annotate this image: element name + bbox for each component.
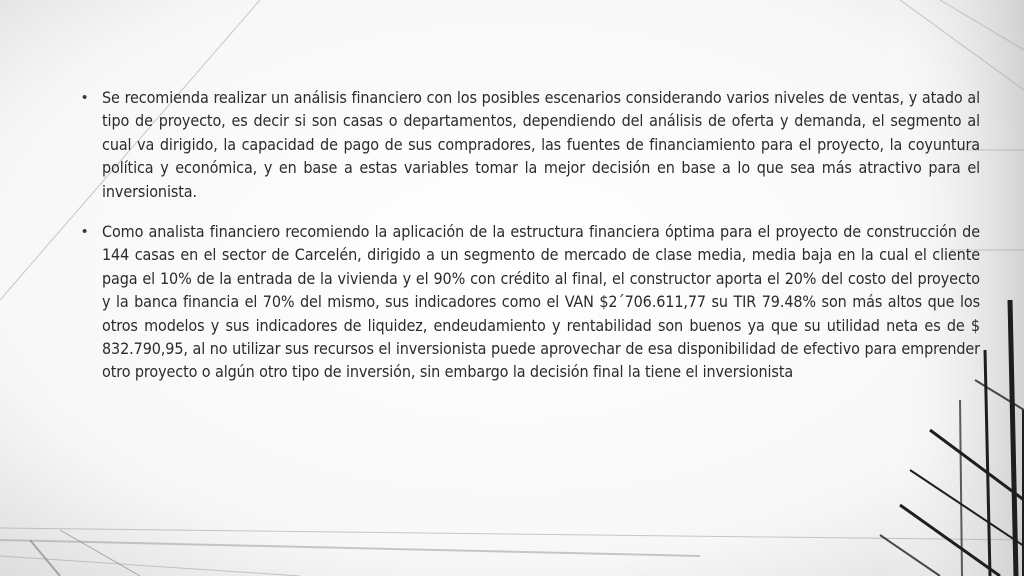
bullet-text: Como analista financiero recomiendo la aplicación de la estructura financiera óptima para el proyecto de construcción de 144 casas en el sector de Carcelén, dirigido a un segmento de mercado de clase media, media baja en la cual el cliente paga el 10% de la entrada de la vivienda y el 90% con crédito al final, el constructor aporta el 20% del costo del proyecto y la banca financia el 70% del mismo, sus indicadores como el VAN $2´706.611,77 su TIR 79.48% son más altos que los otros modelos y sus indicadores de liquidez, endeudamiento y rentabilidad son buenos ya que su utilidad neta es de $ 832.790,95, al no utilizar sus recursos el inversionista puede aprovechar de esa disponibilidad de efectivo para emprender otro proyecto o algún otro tipo de inversión, sin embargo la decisión final la tiene el inversionista [102, 222, 980, 382]
bullet-icon: • [82, 89, 88, 106]
bullet-icon: • [82, 223, 88, 241]
bullet-item-recomendacion-analisis [82, 86, 980, 203]
bullet-text: Se recomienda realizar un análisis financiero con los posibles escenarios considerando varios niveles de ventas, y atado al tipo de proyecto, es decir si son casas o departamentos, dependiendo del análisis de oferta y demanda, el segmento al cual va dirigido, la capacidad de pago de sus compradores, las fuentes de financiamiento para el proyecto, la coyuntura política y económica, y en base a estas variables tomar la mejor decisión en base a lo que sea más atractivo para el inversionista. [102, 88, 980, 201]
bullet-item-recomendacion-estructura [82, 220, 980, 384]
slide-content [82, 86, 980, 401]
